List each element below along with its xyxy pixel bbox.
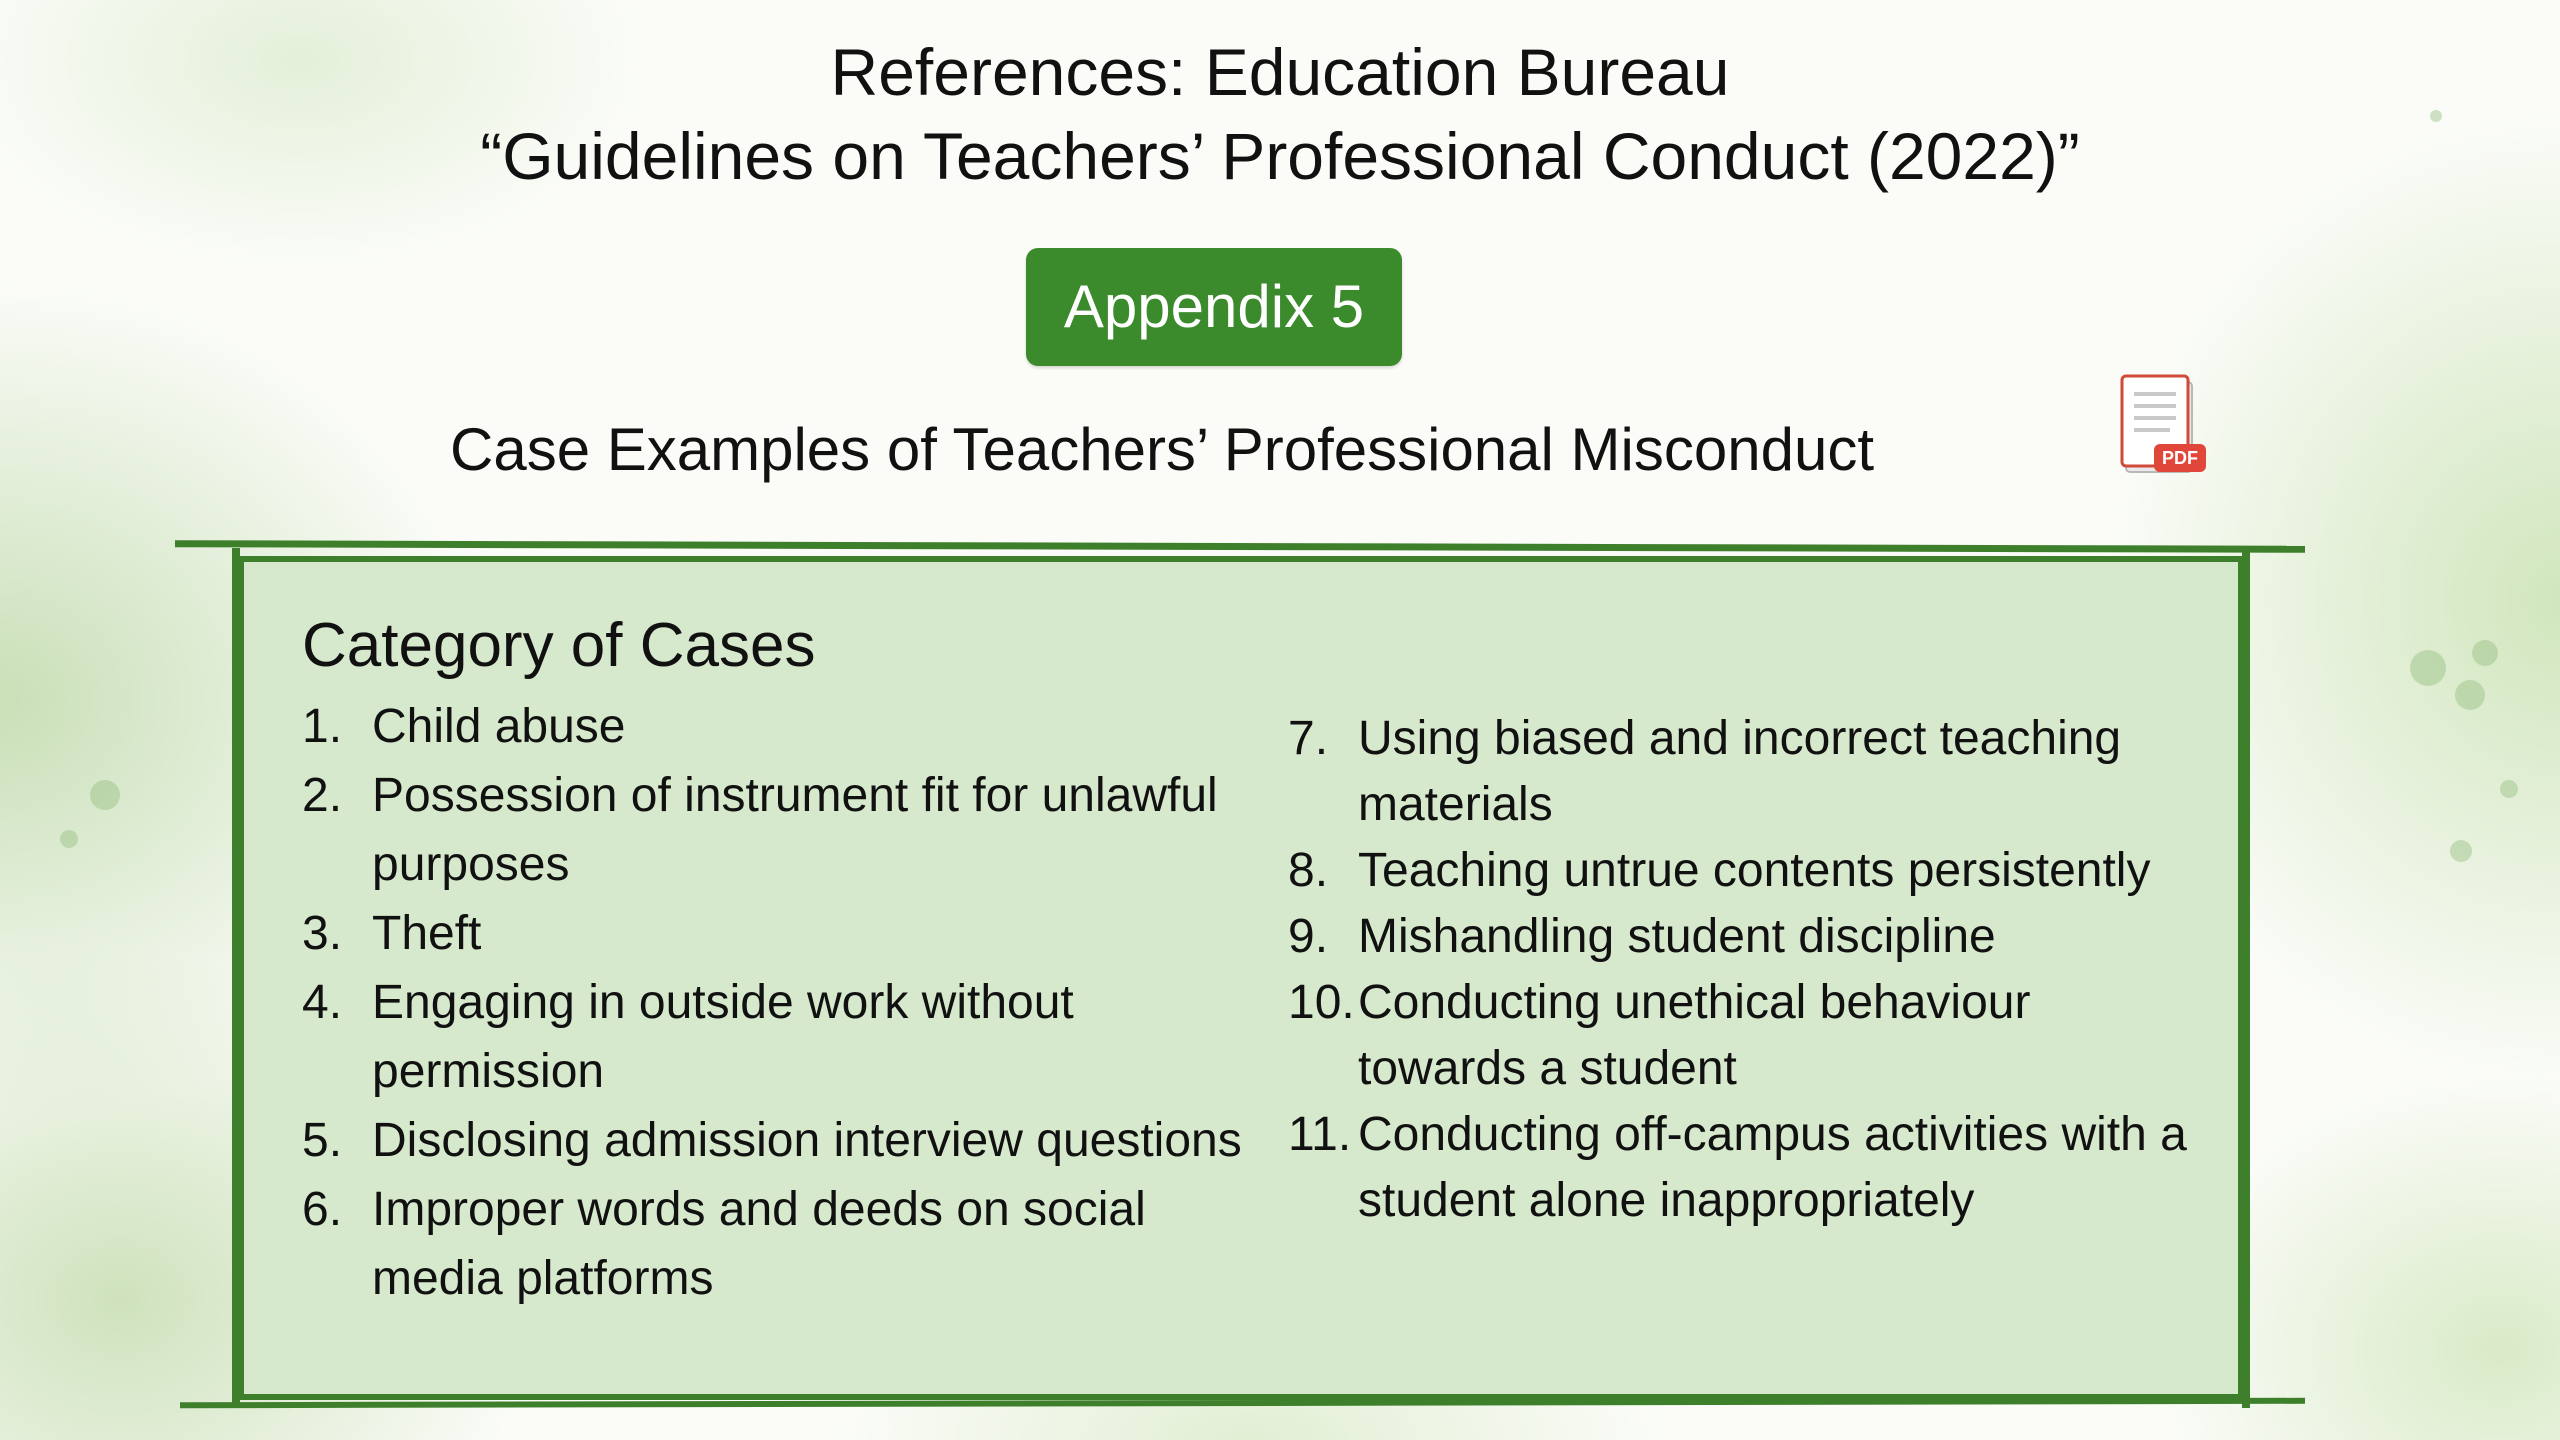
item-number: 9.: [1288, 910, 1329, 963]
watercolor-splash: [2500, 780, 2518, 798]
watercolor-splash: [90, 780, 120, 810]
appendix-badge: Appendix 5: [1026, 248, 1402, 366]
pdf-file-icon-graphic: [2120, 374, 2210, 484]
box-border-right: [2242, 548, 2250, 1408]
item-text: Conducting unethical behaviour towards a student: [1358, 976, 2031, 1095]
list-item: [302, 1106, 1282, 1175]
watercolor-splash: [2472, 640, 2498, 666]
title-line-2: “Guidelines on Teachers’ Professional Conduct (2022)”: [480, 119, 2080, 193]
item-number: 6.: [302, 1183, 343, 1236]
pdf-file-icon[interactable]: [2120, 374, 2210, 484]
watercolor-splash: [2450, 840, 2472, 862]
box-border-left: [232, 548, 240, 1408]
category-heading: Category of Cases: [302, 611, 816, 680]
watercolor-splash: [60, 830, 78, 848]
list-item: [1288, 970, 2188, 1102]
item-text: Child abuse: [372, 700, 626, 753]
page-title: [0, 30, 2560, 198]
list-item: [1288, 904, 2188, 970]
box-border-top: [175, 540, 2305, 553]
list-item: [1288, 838, 2188, 904]
list-item: [1288, 1102, 2188, 1234]
list-item: [302, 899, 1282, 968]
list-item: [302, 968, 1282, 1106]
item-text: Conducting off-campus activities with a student alone inappropriately: [1358, 1108, 2187, 1227]
item-number: 11.: [1288, 1108, 1352, 1161]
watercolor-splash: [2410, 650, 2446, 686]
item-text: Improper words and deeds on social media platforms: [372, 1183, 1146, 1305]
pdf-icon-label: PDF: [2162, 448, 2198, 468]
item-number: 3.: [302, 907, 343, 960]
item-text: Disclosing admission interview questions: [372, 1114, 1242, 1167]
item-text: Possession of instrument fit for unlawful purposes: [372, 769, 1218, 891]
watercolor-splash: [2455, 680, 2485, 710]
list-item: [302, 1175, 1282, 1313]
item-text: Using biased and incorrect teaching materials: [1358, 712, 2122, 831]
list-item: [302, 761, 1282, 899]
list-item: [302, 692, 1282, 761]
item-number: 8.: [1288, 844, 1329, 897]
item-number: 5.: [302, 1114, 343, 1167]
item-number: 7.: [1288, 712, 1329, 765]
item-number: 4.: [302, 976, 343, 1029]
item-number: 2.: [302, 769, 343, 822]
list-item: [1288, 706, 2188, 838]
item-number: 1.: [302, 700, 343, 753]
item-number: 10.: [1288, 976, 1355, 1029]
title-line-1: References: Education Bureau: [830, 35, 1730, 109]
case-list-left: [302, 692, 1282, 1313]
item-text: Theft: [372, 907, 482, 960]
section-subtitle: Case Examples of Teachers’ Professional Misconduct: [450, 416, 1875, 483]
case-list-right: [1288, 706, 2188, 1234]
item-text: Mishandling student discipline: [1358, 910, 1996, 963]
item-text: Teaching untrue contents persistently: [1358, 844, 2151, 897]
item-text: Engaging in outside work without permission: [372, 976, 1074, 1098]
